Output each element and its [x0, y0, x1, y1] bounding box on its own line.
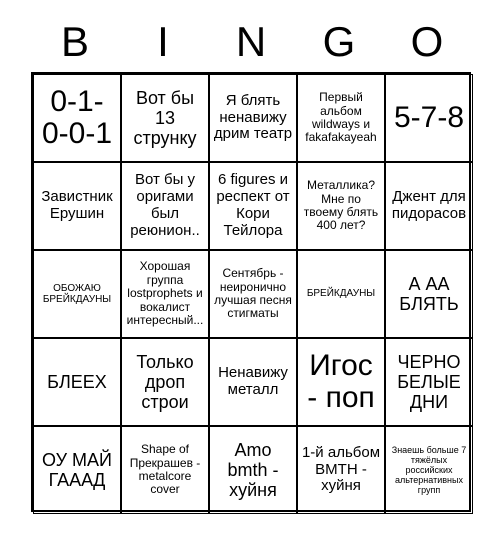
bingo-cell[interactable] — [385, 426, 473, 514]
bingo-cell[interactable] — [209, 338, 297, 426]
bingo-cell[interactable] — [209, 426, 297, 514]
cell-text: Вот бы у оригами был реюнион.. — [130, 171, 200, 239]
bingo-cell[interactable] — [33, 338, 121, 426]
bingo-cell[interactable] — [297, 250, 385, 338]
bingo-cell[interactable] — [33, 426, 121, 514]
cell-text: Хорошая группа lostprophets и вокалист интересный... — [126, 259, 204, 328]
cell-text: 6 figures и респект от Кори Тейлора — [216, 171, 290, 239]
bingo-cell[interactable] — [385, 250, 473, 338]
cell-text: ОБОЖАЮ БРЕЙКДАУНЫ — [42, 282, 112, 305]
cell-text: Первый альбом wildways и fakafakayeah — [305, 90, 377, 145]
bingo-cell[interactable] — [385, 338, 473, 426]
bingo-cell[interactable] — [297, 74, 385, 162]
cell-text: ЧЕРНО БЕЛЫЕ ДНИ — [397, 351, 461, 413]
cell-text: Только дроп строи — [136, 351, 194, 413]
cell-text: Я блять ненавижу дрим театр — [213, 91, 293, 143]
cell-text: Металлика? Мне по твоему блять 400 лет? — [303, 178, 379, 233]
cell-text: Вот бы 13 струнку — [133, 87, 197, 149]
bingo-cell[interactable] — [121, 162, 209, 250]
cell-text: 1-й альбом BMTH - хуйня — [301, 443, 381, 495]
bingo-cell[interactable] — [121, 74, 209, 162]
cell-text: Shape of Прекрашев -metalcore cover — [129, 442, 201, 497]
header-letter-b: B — [60, 18, 89, 65]
cell-text: Сентябрь - неиронично лучшая песня стигматы — [214, 266, 292, 321]
cell-text: Ненавижу металл — [218, 364, 288, 398]
bingo-cell[interactable] — [121, 338, 209, 426]
bingo-cell[interactable] — [209, 250, 297, 338]
cell-text: Amo bmth - хуйня — [227, 439, 279, 501]
header-letter-g: G — [322, 18, 356, 65]
bingo-cell[interactable] — [297, 426, 385, 514]
cell-text: Джент для пидорасов — [391, 188, 467, 222]
bingo-cell[interactable] — [209, 162, 297, 250]
bingo-cell[interactable] — [385, 74, 473, 162]
header-letter-o: O — [410, 18, 444, 65]
bingo-cell[interactable] — [33, 250, 121, 338]
bingo-cell[interactable] — [121, 250, 209, 338]
cell-text: ОУ МАЙ ГААAД — [42, 449, 112, 490]
bingo-card — [31, 72, 471, 512]
cell-text: А АА БЛЯТЬ — [399, 273, 459, 314]
bingo-cell[interactable] — [121, 426, 209, 514]
bingo-cell[interactable] — [209, 74, 297, 162]
header-letter-i: I — [157, 18, 169, 65]
cell-text: 0-1-0-0-1 — [41, 84, 113, 150]
bingo-cell[interactable] — [297, 162, 385, 250]
cell-text: БЛЕЕХ — [47, 371, 107, 392]
header-letter-n: N — [235, 18, 267, 65]
cell-text: Завистник Ерушин — [41, 188, 113, 222]
cell-text: Игос - поп — [307, 348, 375, 414]
cell-text: БРЕЙКДАУНЫ — [306, 288, 376, 300]
bingo-header — [31, 14, 471, 70]
bingo-cell[interactable] — [33, 162, 121, 250]
bingo-cell[interactable] — [297, 338, 385, 426]
cell-text: Знаешь больше 7 тяжёлых российских альтернативных групп — [391, 444, 467, 496]
bingo-cell[interactable] — [385, 162, 473, 250]
bingo-cell[interactable] — [33, 74, 121, 162]
cell-text: 5-7-8 — [393, 100, 465, 134]
